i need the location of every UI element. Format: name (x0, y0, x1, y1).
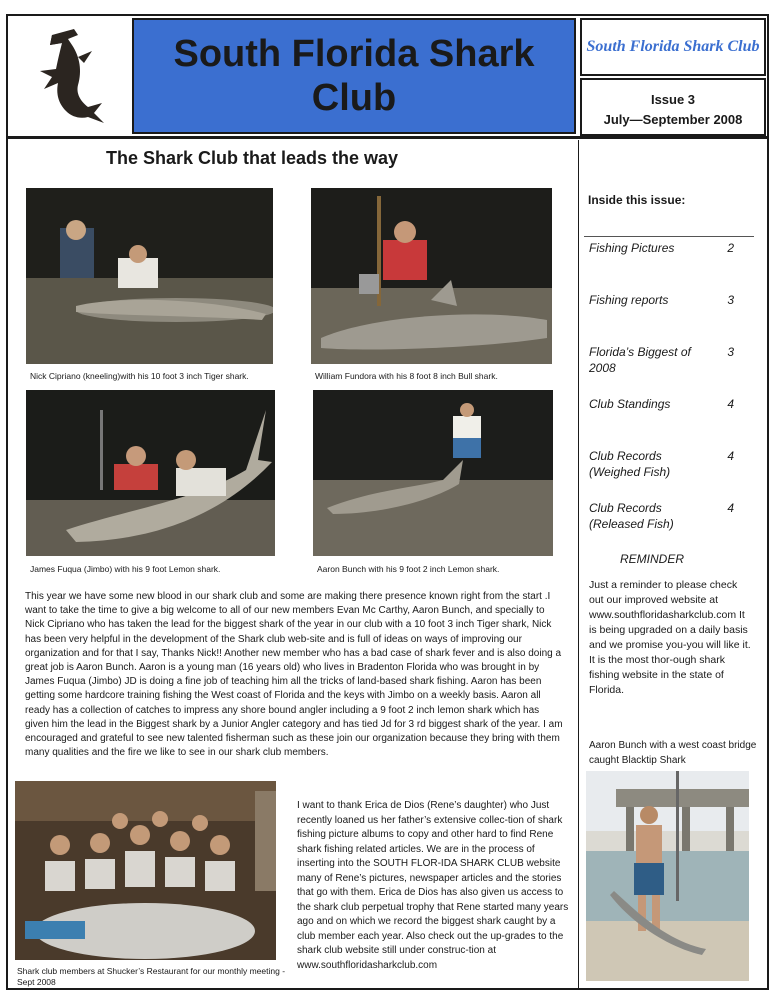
issue-date: July—September 2008 (603, 112, 743, 127)
toc-item-records-released (589, 500, 754, 532)
hammerhead-shark-logo (10, 18, 126, 136)
toc-item-fishing-pictures (589, 240, 754, 256)
toc-label: Fishing Pictures (589, 241, 675, 255)
issue-number: Issue 3 (650, 92, 696, 107)
sidebar-photo-caption: Aaron Bunch with a west coast bridge caught Blacktip Shark (589, 740, 757, 766)
toc-label: Club Records (Released Fish) (589, 501, 674, 531)
toc-item-floridas-biggest (589, 344, 754, 376)
hammerhead-shark-icon (22, 27, 114, 127)
photo-lemon-shark-aaron (313, 390, 553, 556)
toc-rule (584, 236, 754, 237)
club-name: South Florida Shark Club (586, 38, 760, 55)
issue-box (580, 78, 766, 136)
photo-bull-shark (311, 188, 552, 364)
masthead (132, 18, 576, 134)
newsletter-title: South Florida Shark Club (173, 33, 535, 119)
photo-caption-2: William Fundora with his 8 foot 8 inch Bull shark. (315, 371, 498, 381)
toc-item-club-standings (589, 396, 754, 412)
photo-caption-1: Nick Cipriano (kneeling)with his 10 foot 3 inch Tiger shark. (30, 371, 249, 381)
toc-label: Fishing reports (589, 293, 669, 307)
photo-caption-3: James Fuqua (Jimbo) with his 9 foot Lemon shark. (30, 564, 221, 574)
toc-page: 3 (727, 293, 734, 307)
photo-caption-4: Aaron Bunch with his 9 foot 2 inch Lemon shark. (317, 564, 500, 574)
photo-caption-5: Shark club members at Shucker’s Restaurant for our monthly meeting - Sept 2008 (17, 966, 286, 987)
reminder-text: Just a reminder to please check out our improved website at www.southfloridasharkclub.com It is being upgraded on a daily basis and we promise you-you will like it. It is the most thor-ough shark fishing website in the state of Florida. (589, 579, 751, 696)
toc-page: 4 (727, 397, 734, 411)
photo-blacktip-shark (586, 771, 749, 981)
photo-tiger-shark (26, 188, 273, 364)
toc-label: Club Records (Weighed Fish) (589, 449, 671, 479)
toc-label: Florida’s Biggest of 2008 (589, 345, 691, 375)
header-rule (6, 136, 769, 139)
toc-page: 3 (727, 345, 734, 359)
lead-article-title: The Shark Club that leads the way (106, 148, 399, 168)
toc-item-records-weighed (589, 448, 754, 480)
photo-lemon-shark-jimbo (26, 390, 275, 556)
sidebar-divider (578, 140, 579, 990)
toc-label: Club Standings (589, 397, 671, 411)
toc-page: 4 (727, 501, 734, 515)
reminder-title: REMINDER (620, 552, 685, 566)
club-name-box (580, 18, 766, 76)
photo-club-meeting (15, 781, 276, 960)
toc-page: 4 (727, 449, 734, 463)
toc-page: 2 (727, 241, 734, 255)
article-body: This year we have some new blood in our shark club and some are making there presence known right from the start .I want to take the time to give a big welcome to all of our new members Evan Mc Carthy, Aaron Bunch, and specially to Nick Cipriano who has taken the lead for the biggest shark of the year in our club with a 10 foot 3 inch Tiger shark, Nick has been very helpful in the development of the Shark club web-site and is full of ideas on ways of improving our organization and for that I say, Thanks Nick!! Another new member who has a bad case of shark fever and is also doing a great job is Aaron Bunch. Aaron is a young man (16 years old) who lives in Bradenton Florida who was brought in by James Fuqua (Jimbo) JD is doing a fine job of teaching him all the tricks of land-based shark fishing. Aaron has been getting some hardcore training fishing the West coast of Florida and the keys with Jimbo on a weekly basis. Aaron all ready has a collection of catches to impress any shore bound angler including a 9 foot 2 inch lemon shark which has given him the lead in the Biggest shark by a Junior Angler category and has tied Jd for 3 rd biggest shark of the year. I am encouraged and grateful to see new talented fisherman such as these join our organization because they bring with them many qualities and the fire we like to see in our shark club members. (25, 591, 563, 759)
toc-item-fishing-reports (589, 292, 754, 308)
inside-issue-title: Inside this issue: (588, 193, 686, 207)
thanks-article: I want to thank Erica de Dios (Rene’s daughter) who Just recently loaned us her father’s extensive collec-tion of shark fishing picture albums to copy and other hard to find Rene shark fishing related articles. We are in the process of inserting into the SOUTH FLOR-IDA SHARK CLUB website many of Rene’s pictures, newspaper articles and the stories that go with them. Erica de Dios has also given us access to the shark club perpetual trophy that Rene started many years ago and on which we record the biggest shark caught by a club member each year. Also check out the up-grades to the shark club website still under construc-tion at www.southfloridasharkclub.com (297, 800, 569, 971)
